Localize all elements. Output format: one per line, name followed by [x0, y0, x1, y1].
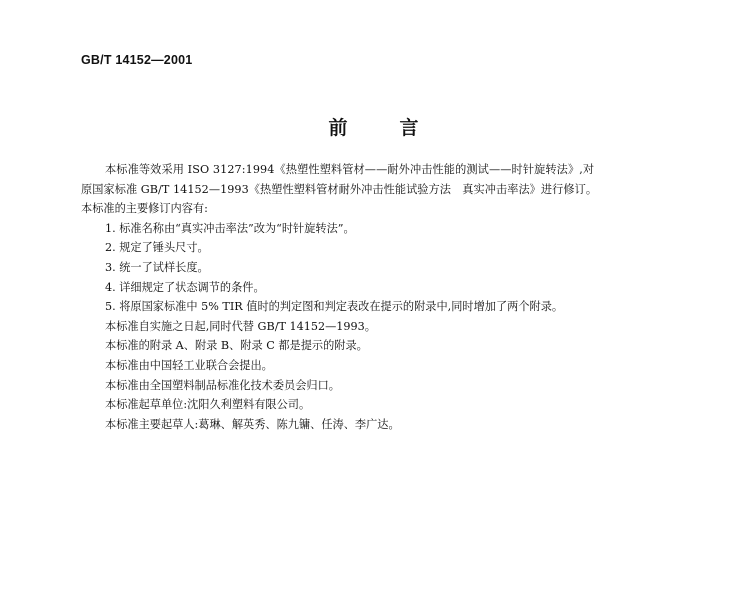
body-line-2: 原国家标准 GB/T 14152—1993《热塑性塑料管材耐外冲击性能试验方法 真实冲击率法》进行修订。 [81, 182, 598, 196]
page-title: 前言 [328, 117, 471, 139]
body-line-implementation: 本标准自实施之日起,同时代替 GB/T 14152—1993。 [105, 319, 376, 333]
revision-item-3: 3. 统一了试样长度。 [105, 260, 209, 274]
body-line-appendices: 本标准的附录 A、附录 B、附录 C 都是提示的附录。 [105, 339, 368, 353]
body-line-1: 本标准等效采用 ISO 3127:1994《热塑性塑料管材——耐外冲击性能的测试——时针旋转法》,对 [105, 163, 595, 176]
body-line-3: 本标准的主要修订内容有: [81, 202, 208, 216]
body-line-proposer: 本标准由中国轻工业联合会提出。 [105, 358, 273, 372]
revision-item-5: 5. 将原国家标准中 5% TIR 值时的判定图和判定表改在提示的附录中,同时增加了两个附录。 [105, 300, 564, 314]
document-body [81, 160, 701, 434]
standard-code: GB/T 14152—2001 [81, 53, 193, 67]
body-line-committee: 本标准由全国塑料制品标准化技术委员会归口。 [105, 378, 340, 392]
revision-item-1: 1. 标准名称由“真实冲击率法”改为“时针旋转法”。 [105, 221, 355, 235]
revision-item-2: 2. 规定了锤头尺寸。 [105, 241, 209, 255]
revision-item-4: 4. 详细规定了状态调节的条件。 [105, 280, 265, 294]
body-line-drafting-unit: 本标准起草单位:沈阳久利塑料有限公司。 [105, 398, 311, 412]
body-line-drafters: 本标准主要起草人:葛琳、解英秀、陈九镛、任涛、李广达。 [105, 417, 400, 431]
